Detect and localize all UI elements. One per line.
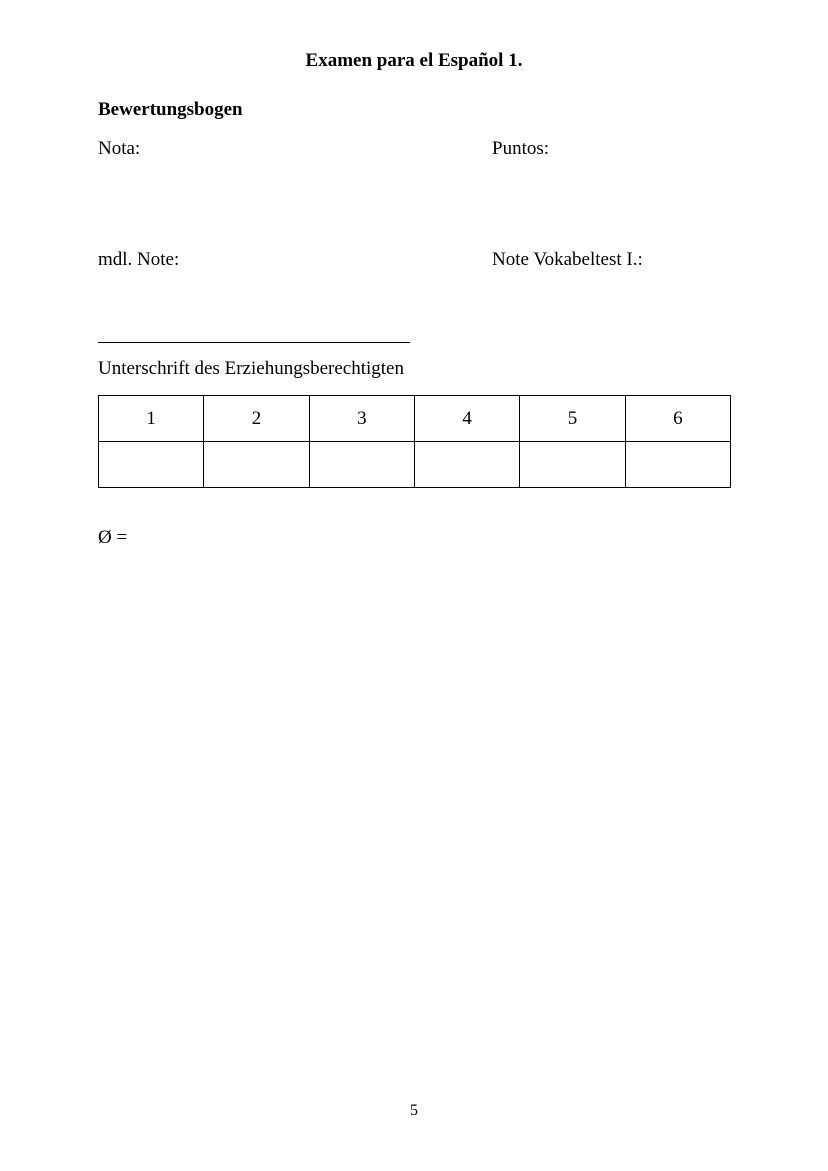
grade-header-5: 5 (520, 396, 625, 442)
grade-value-2 (204, 442, 309, 488)
page-number: 5 (410, 1102, 418, 1119)
grade-header-3: 3 (309, 396, 414, 442)
grade-value-6 (625, 442, 730, 488)
signature-line (98, 342, 410, 343)
grade-value-3 (309, 442, 414, 488)
puntos-label: Puntos: (492, 138, 550, 159)
vocab-test-label: Note Vokabeltest I.: (492, 249, 643, 270)
grade-value-5 (520, 442, 625, 488)
average-label: Ø = (98, 527, 128, 548)
grade-header-2: 2 (204, 396, 309, 442)
signature-caption: Unterschrift des Erziehungsberechtigten (98, 358, 404, 379)
grade-table (98, 395, 731, 488)
grade-value-1 (99, 442, 204, 488)
grade-header-4: 4 (414, 396, 519, 442)
oral-grade-label: mdl. Note: (98, 249, 180, 270)
section-heading: Bewertungsbogen (98, 99, 243, 120)
grade-header-1: 1 (99, 396, 204, 442)
grade-table-value-row (99, 442, 731, 488)
grade-table-header-row (99, 396, 731, 442)
nota-label: Nota: (98, 138, 141, 159)
page-title: Examen para el Español 1. (305, 50, 523, 71)
grade-value-4 (414, 442, 519, 488)
grade-header-6: 6 (625, 396, 730, 442)
